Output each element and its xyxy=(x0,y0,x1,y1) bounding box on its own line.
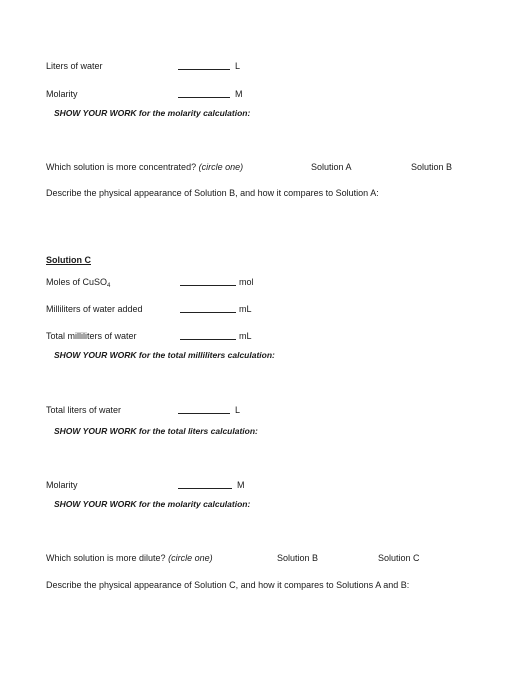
circle-one-hint-c: (circle one) xyxy=(168,553,213,563)
moles-label-subscript: 4 xyxy=(107,283,111,289)
describe-solution-c: Describe the physical appearance of Solution C, and how it compares to Solutions A and B: xyxy=(46,580,410,590)
moles-cuso4-label xyxy=(46,277,110,288)
molarity-c-blank[interactable] xyxy=(178,479,232,489)
show-work-molarity-b: SHOW YOUR WORK for the molarity calculation: xyxy=(54,108,251,118)
total-liters-label: Total liters of water xyxy=(46,405,122,415)
ml-added-label: Milliliters of water added xyxy=(46,304,143,314)
liters-unit: L xyxy=(235,61,241,71)
total-ml-label: Total milliliters of water xyxy=(46,331,137,341)
ml-added-blank[interactable] xyxy=(180,303,236,313)
total-ml-blank[interactable] xyxy=(180,330,236,340)
liters-of-water-blank[interactable] xyxy=(178,60,230,70)
dilute-question-text: Which solution is more dilute? xyxy=(46,553,166,563)
show-work-molarity-c: SHOW YOUR WORK for the molarity calculation: xyxy=(54,499,251,509)
molarity-unit: M xyxy=(235,89,243,99)
concentrated-question-text: Which solution is more concentrated? xyxy=(46,162,197,172)
molarity-label: Molarity xyxy=(46,89,78,99)
ml-added-unit: mL xyxy=(239,304,252,314)
total-liters-blank[interactable] xyxy=(178,404,230,414)
describe-solution-b: Describe the physical appearance of Solution B, and how it compares to Solution A: xyxy=(46,188,379,198)
option-solution-c[interactable]: Solution C xyxy=(378,553,420,563)
option-solution-b[interactable]: Solution B xyxy=(411,162,453,172)
show-work-total-ml: SHOW YOUR WORK for the total milliliters calculation: xyxy=(54,350,275,360)
solution-c-heading: Solution C xyxy=(46,255,91,265)
molarity-blank[interactable] xyxy=(178,88,230,98)
liters-of-water-label: Liters of water xyxy=(46,61,103,71)
option-solution-a[interactable]: Solution A xyxy=(311,162,352,172)
concentrated-question xyxy=(46,162,243,173)
total-ml-unit: mL xyxy=(239,331,252,341)
molarity-c-label: Molarity xyxy=(46,480,78,490)
circle-one-hint: (circle one) xyxy=(198,162,244,172)
total-liters-unit: L xyxy=(235,405,241,415)
moles-blank[interactable] xyxy=(180,276,236,286)
option-solution-b-c[interactable]: Solution B xyxy=(277,553,319,563)
show-work-total-liters: SHOW YOUR WORK for the total liters calculation: xyxy=(54,426,258,436)
moles-label-text: Moles of CuSO xyxy=(46,277,108,287)
moles-unit: mol xyxy=(239,277,254,287)
molarity-c-unit: M xyxy=(237,480,245,490)
dilute-question xyxy=(46,553,213,564)
